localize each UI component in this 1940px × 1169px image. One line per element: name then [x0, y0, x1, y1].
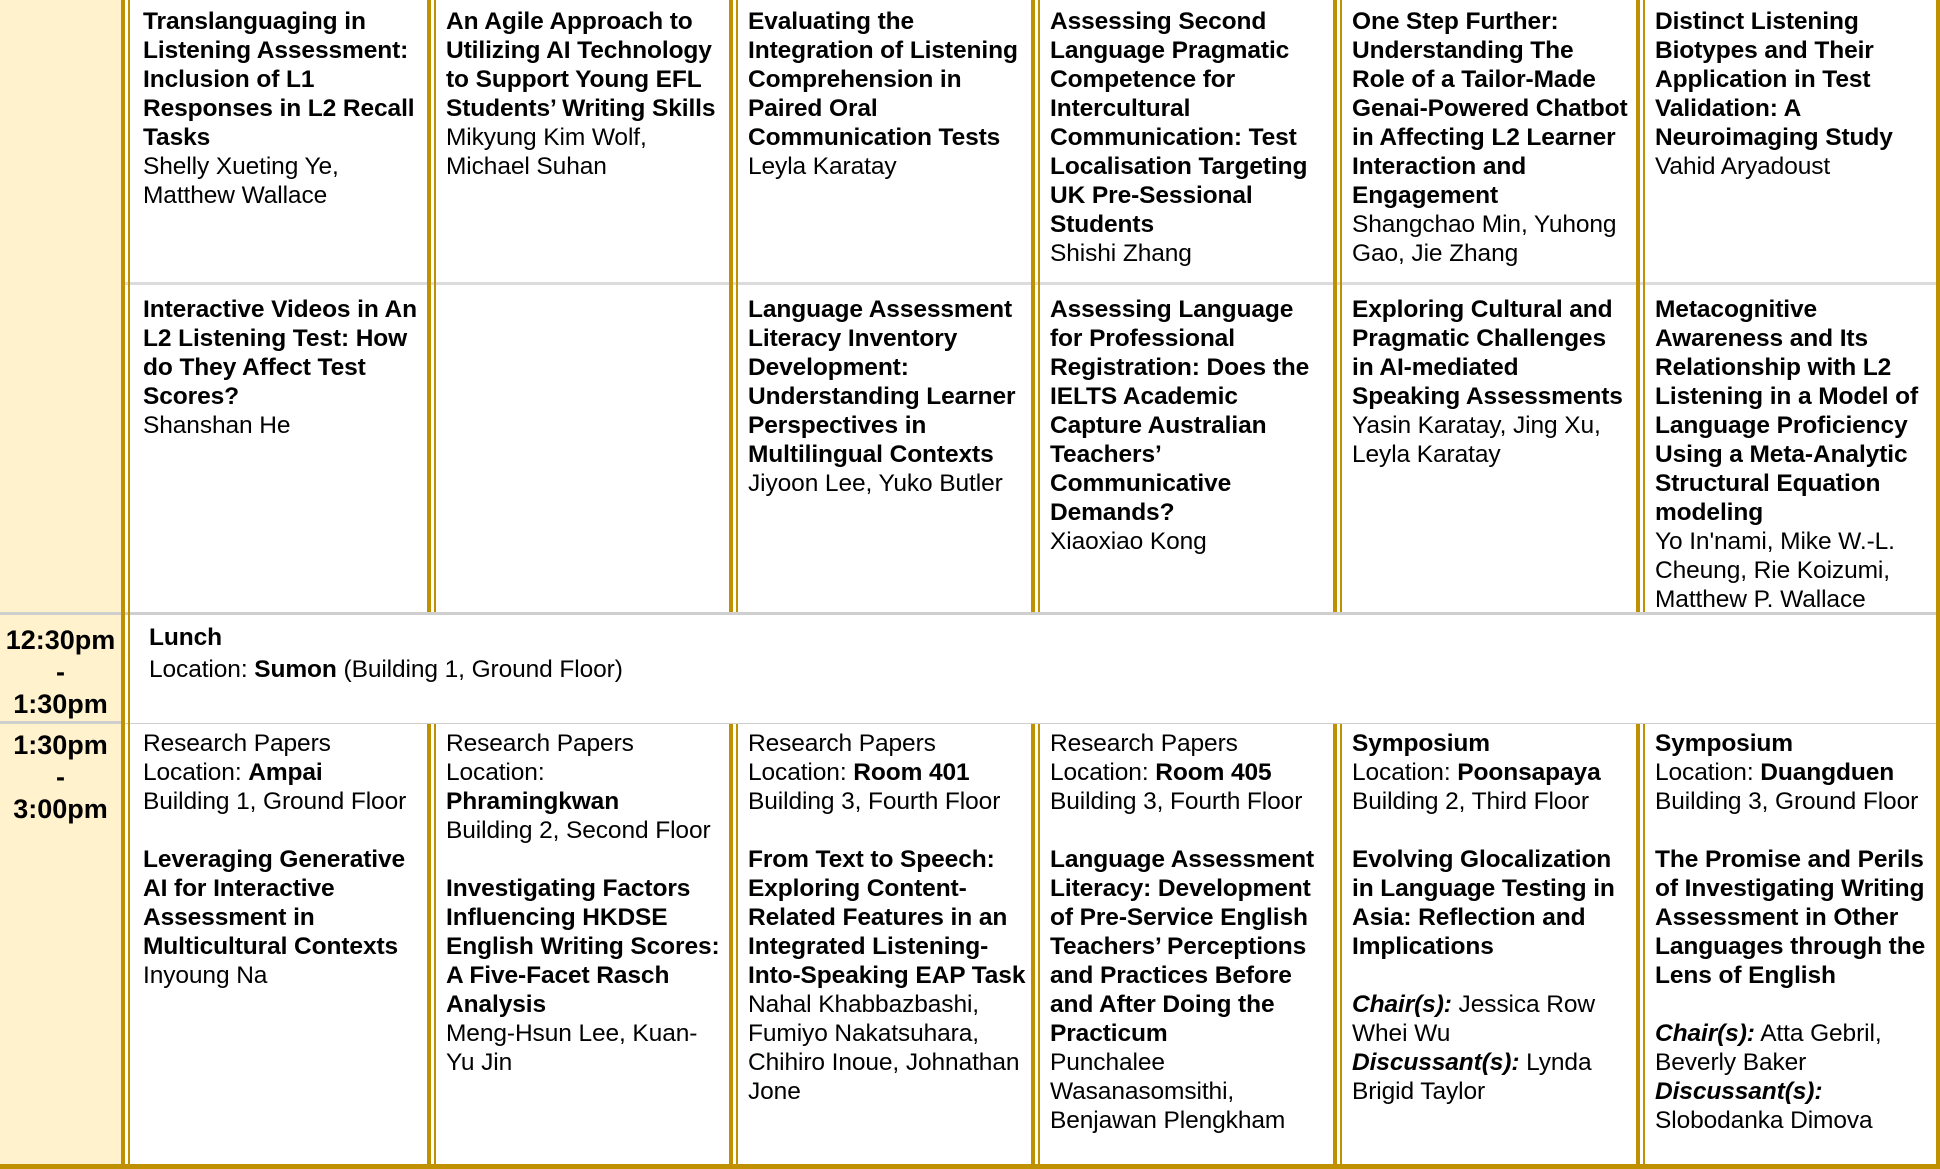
location-label: Location:: [149, 656, 248, 683]
afternoon-time: [0, 729, 121, 825]
discussant: [1352, 1048, 1631, 1106]
column-divider: [1333, 724, 1337, 1169]
lunch-title: Lunch: [149, 624, 222, 651]
lunch-cell: [149, 622, 1849, 686]
session-cell: [446, 729, 728, 1077]
paper-title: Assessing Language for Professional Registration: Does the IELTS Academic Capture Australian Teachers’ Communicative Demands?: [1050, 296, 1310, 526]
session-type: Research Papers: [143, 730, 331, 757]
time-start: 1:30pm: [13, 730, 108, 760]
column-divider: [1333, 0, 1337, 612]
column-divider: [1031, 724, 1035, 1169]
column-divider: [1936, 0, 1940, 1169]
paper-authors: Shelly Xueting Ye, Matthew Wallace: [143, 153, 339, 209]
symposium-title: The Promise and Perils of Investigating Writing Assessment in Other Languages through the Lens of English: [1655, 846, 1926, 989]
time-column: [0, 0, 121, 1169]
column-divider: [434, 0, 436, 612]
session-location: [1050, 758, 1328, 787]
column-divider: [736, 724, 738, 1169]
column-divider: [736, 0, 738, 612]
paper-cell: [1655, 7, 1935, 181]
paper-title: From Text to Speech: Exploring Content-Related Features in an Integrated Listening-Into-Speaking EAP Task: [748, 846, 1026, 989]
building: Building 2, Second Floor: [446, 817, 711, 844]
paper-authors: Punchalee Wasanasomsithi, Benjawan Plengkham: [1050, 1049, 1286, 1134]
time-end: 3:00pm: [13, 794, 108, 824]
paper-title: Distinct Listening Biotypes and Their Application in Test Validation: A Neuroimaging Study: [1655, 8, 1893, 151]
discussant-label: Discussant(s):: [1655, 1078, 1823, 1105]
paper-cell: [748, 7, 1030, 181]
paper-title: Assessing Second Language Pragmatic Competence for Intercultural Communication: Test Localisation Targeting UK Pre-Sessional Students: [1050, 8, 1308, 238]
room-name: Room 405: [1155, 759, 1272, 786]
session-cell: [143, 729, 425, 990]
paper-cell: [143, 7, 425, 210]
room-name: Room 401: [853, 759, 970, 786]
session-location: [748, 758, 1026, 787]
column-divider: [1340, 724, 1342, 1169]
lunch-location: [149, 654, 1845, 686]
paper-authors: Meng-Hsun Lee, Kuan-Yu Jin: [446, 1020, 698, 1076]
paper-title: Metacognitive Awareness and Its Relationship with L2 Listening in a Model of Language Proficiency Using a Meta-Analytic Structural Equation modeling: [1655, 296, 1919, 526]
paper-cell: [748, 295, 1030, 498]
location-label: Location:: [748, 759, 847, 786]
column-divider: [1636, 0, 1640, 612]
session-type: Research Papers: [446, 730, 634, 757]
paper-title: Leveraging Generative AI for Interactive Assessment in Multicultural Contexts: [143, 846, 406, 960]
paper-cell: [143, 295, 425, 440]
column-divider: [1031, 0, 1035, 612]
paper-authors: Vahid Aryadoust: [1655, 153, 1831, 180]
paper-title: Language Assessment Literacy: Development of Pre-Service English Teachers’ Perceptions and Practices Before and After Doing the Practicum: [1050, 846, 1315, 1047]
chair-names: Jessica Row Whei Wu: [1352, 991, 1595, 1047]
location-label: Location:: [1655, 759, 1754, 786]
paper-authors: Nahal Khabbazbashi, Fumiyo Nakatsuhara, Chihiro Inoue, Johnathan Jone: [748, 991, 1020, 1105]
paper-authors: Mikyung Kim Wolf, Michael Suhan: [446, 124, 647, 180]
time-dash: -: [56, 657, 65, 687]
table-bottom-border: [0, 1164, 1940, 1169]
paper-cell: [1352, 7, 1635, 268]
chair: [1352, 990, 1631, 1048]
session-location: [143, 758, 421, 787]
session-cell: [1050, 729, 1332, 1135]
paper-authors: Yo In'nami, Mike W.-L. Cheung, Rie Koizumi, Matthew P. Wallace: [1655, 528, 1895, 613]
column-divider: [1636, 724, 1640, 1169]
location-label: Location:: [143, 759, 242, 786]
paper-cell: [1655, 295, 1935, 614]
session-cell: [748, 729, 1030, 1106]
symposium-cell: [1655, 729, 1935, 1135]
location-label: Location:: [446, 759, 545, 786]
paper-title: Interactive Videos in An L2 Listening Test: How do They Affect Test Scores?: [143, 296, 417, 410]
paper-cell: [1352, 295, 1635, 469]
discussant-names: Slobodanka Dimova: [1655, 1107, 1873, 1134]
paper-authors: Shanshan He: [143, 412, 291, 439]
session-location: [1352, 758, 1631, 787]
paper-title: Investigating Factors Influencing HKDSE English Writing Scores: A Five-Facet Rasch Analysis: [446, 875, 720, 1018]
location-label: Location:: [1050, 759, 1149, 786]
time-dash: -: [56, 762, 65, 792]
session-type: Symposium: [1655, 730, 1793, 757]
session-type: Research Papers: [1050, 730, 1238, 757]
paper-title: An Agile Approach to Utilizing AI Technology to Support Young EFL Students’ Writing Skills: [446, 8, 716, 122]
session-type: Symposium: [1352, 730, 1490, 757]
time-start: 12:30pm: [5, 625, 116, 655]
time-end: 1:30pm: [13, 689, 108, 719]
column-divider: [427, 724, 431, 1169]
column-divider: [1038, 0, 1040, 612]
column-divider: [1643, 0, 1645, 612]
paper-authors: Shangchao Min, Yuhong Gao, Jie Zhang: [1352, 211, 1617, 267]
location-detail: (Building 1, Ground Floor): [343, 656, 623, 683]
paper-authors: Yasin Karatay, Jing Xu, Leyla Karatay: [1352, 412, 1601, 468]
discussant-label: Discussant(s):: [1352, 1049, 1520, 1076]
chair-label: Chair(s):: [1352, 991, 1452, 1018]
building: Building 3, Fourth Floor: [1050, 788, 1303, 815]
location-label: Location:: [1352, 759, 1451, 786]
paper-authors: Leyla Karatay: [748, 153, 897, 180]
paper-title: Translanguaging in Listening Assessment: Inclusion of L1 Responses in L2 Recall Tasks: [143, 8, 415, 151]
session-location: [446, 758, 724, 816]
paper-cell: [1050, 295, 1332, 556]
room-name: Duangduen: [1760, 759, 1895, 786]
room-name: Phramingkwan: [446, 788, 620, 815]
lunch-time: [0, 624, 121, 720]
column-divider: [729, 724, 733, 1169]
chair-label: Chair(s):: [1655, 1020, 1755, 1047]
paper-authors: Jiyoon Lee, Yuko Butler: [748, 470, 1003, 497]
symposium-title: Evolving Glocalization in Language Testing in Asia: Reflection and Implications: [1352, 846, 1615, 960]
building: Building 2, Third Floor: [1352, 788, 1589, 815]
building: Building 3, Ground Floor: [1655, 788, 1919, 815]
column-divider: [1340, 0, 1342, 612]
paper-cell: [1050, 7, 1332, 268]
column-divider: [121, 0, 125, 1169]
discussant-names: Lynda Brigid Taylor: [1352, 1049, 1592, 1105]
building: Building 3, Fourth Floor: [748, 788, 1001, 815]
column-divider: [434, 724, 436, 1169]
room-name: Ampai: [248, 759, 323, 786]
session-location: [1655, 758, 1931, 787]
paper-authors: Shishi Zhang: [1050, 240, 1192, 267]
location-name: Sumon: [254, 656, 337, 683]
room-name: Poonsapaya: [1457, 759, 1601, 786]
paper-title: Evaluating the Integration of Listening Comprehension in Paired Oral Communication Tests: [748, 8, 1018, 151]
column-divider: [1038, 724, 1040, 1169]
paper-authors: Xiaoxiao Kong: [1050, 528, 1207, 555]
paper-title: One Step Further: Understanding The Role of a Tailor-Made Genai-Powered Chatbot in Affecting L2 Learner Interaction and Engagement: [1352, 8, 1628, 209]
session-type: Research Papers: [748, 730, 936, 757]
paper-title: Language Assessment Literacy Inventory Development: Understanding Learner Perspectives in Multilingual Contexts: [748, 296, 1016, 468]
column-divider: [128, 0, 130, 1169]
column-divider: [1643, 724, 1645, 1169]
symposium-cell: [1352, 729, 1635, 1106]
column-divider: [729, 0, 733, 612]
discussant: [1655, 1077, 1931, 1135]
chair-names: Atta Gebril, Beverly Baker: [1655, 1020, 1882, 1076]
paper-authors: Inyoung Na: [143, 962, 268, 989]
paper-title: Exploring Cultural and Pragmatic Challenges in AI-mediated Speaking Assessments: [1352, 296, 1623, 410]
chair: [1655, 1019, 1931, 1077]
column-divider: [427, 0, 431, 612]
building: Building 1, Ground Floor: [143, 788, 407, 815]
paper-cell: [446, 7, 728, 181]
